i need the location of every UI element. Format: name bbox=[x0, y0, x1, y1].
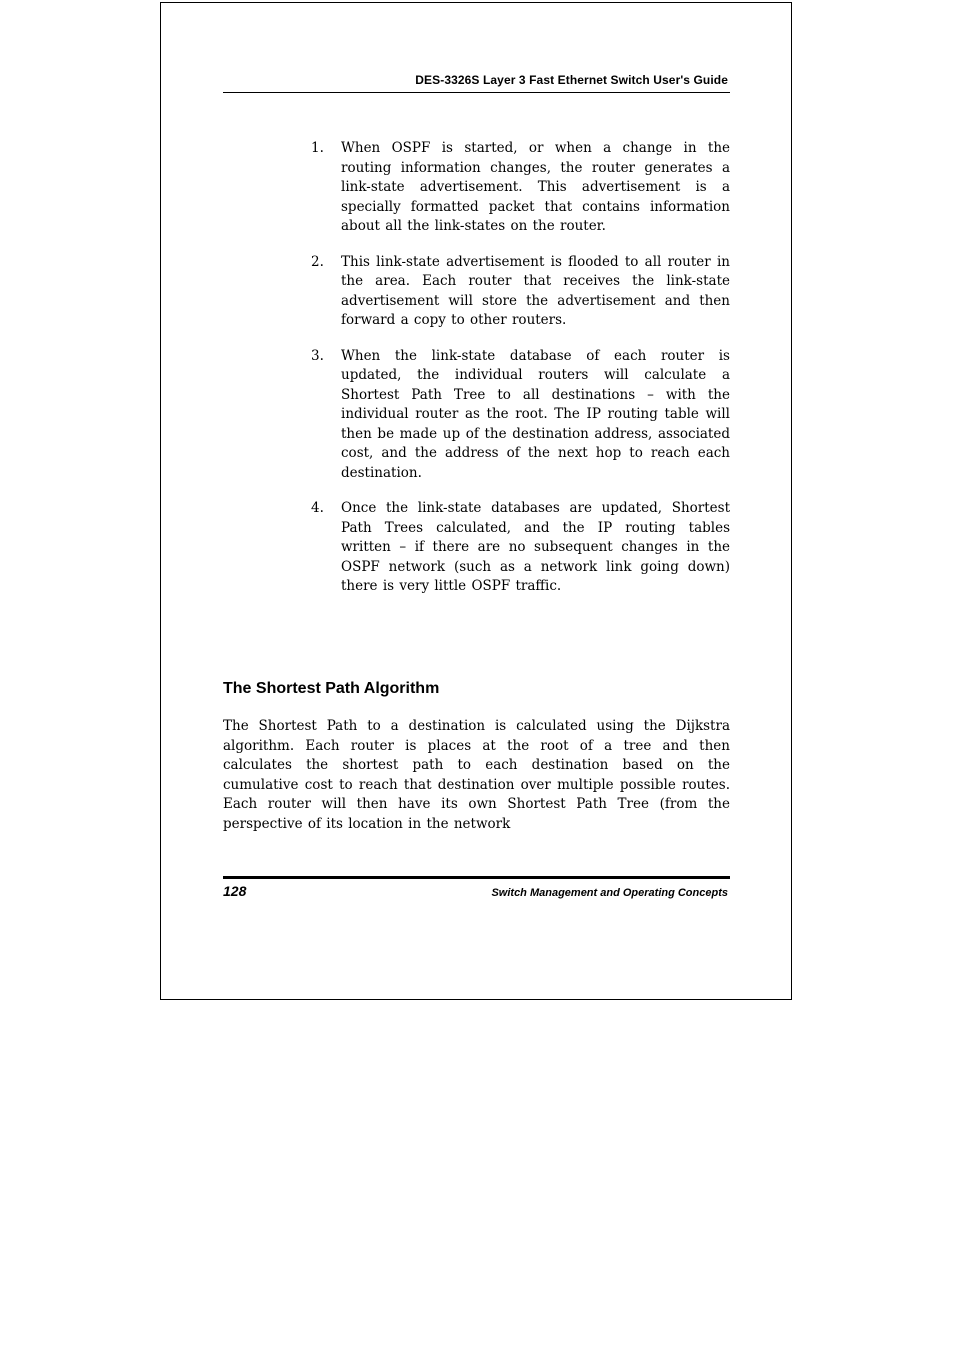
page-header bbox=[223, 73, 730, 93]
list-item-text: This link-state advertisement is flooded to all router in the area. Each router that receives the link-state advertisement will store the advertisement and then forward a copy to other routers. bbox=[341, 253, 730, 328]
list-item-text: When OSPF is started, or when a change in the routing information changes, the router generates a link-state advertisement. This advertisement is a specially formatted packet that contains information about all the link-states on the router. bbox=[341, 140, 730, 234]
section-heading: The Shortest Path Algorithm bbox=[223, 680, 440, 697]
list-item-text: When the link-state database of each router is updated, the individual routers will calculate a Shortest Path Tree to all destinations – with the individual router as the root. The IP routing table will then be made up of the destination address, associated cost, and the address of the next hop to reach each destination. bbox=[341, 347, 730, 481]
footer-row bbox=[223, 879, 730, 899]
page-footer bbox=[223, 876, 730, 899]
list-item-number: 4. bbox=[311, 500, 324, 516]
section-paragraph: The Shortest Path to a destination is calculated using the Dijkstra algorithm. Each router is places at the root of a tree and then calculates the shortest path to each destination based on the cumulative cost to reach that destination over multiple possible routes. Each router will then have its own Shortest Path Tree (from the perspective of its location in the network bbox=[223, 718, 730, 832]
list-item bbox=[223, 253, 730, 331]
list-item bbox=[223, 139, 730, 237]
footer-label: Switch Management and Operating Concepts bbox=[491, 887, 728, 899]
page-number: 128 bbox=[223, 883, 247, 899]
list-item bbox=[223, 347, 730, 484]
document-page bbox=[160, 2, 792, 1000]
list-item-text: Once the link-state databases are updated, Shortest Path Trees calculated, and the IP routing tables written – if there are no subsequent changes in the OSPF network (such as a network link going down) there is very little OSPF traffic. bbox=[341, 500, 730, 594]
ospf-numbered-list bbox=[223, 139, 730, 613]
list-item-number: 2. bbox=[311, 253, 324, 270]
list-item-number: 3. bbox=[311, 347, 324, 364]
list-item-number: 1. bbox=[311, 140, 324, 156]
list-item bbox=[223, 499, 730, 597]
header-title: DES-3326S Layer 3 Fast Ethernet Switch User's Guide bbox=[415, 73, 728, 87]
header-rule bbox=[223, 92, 730, 93]
